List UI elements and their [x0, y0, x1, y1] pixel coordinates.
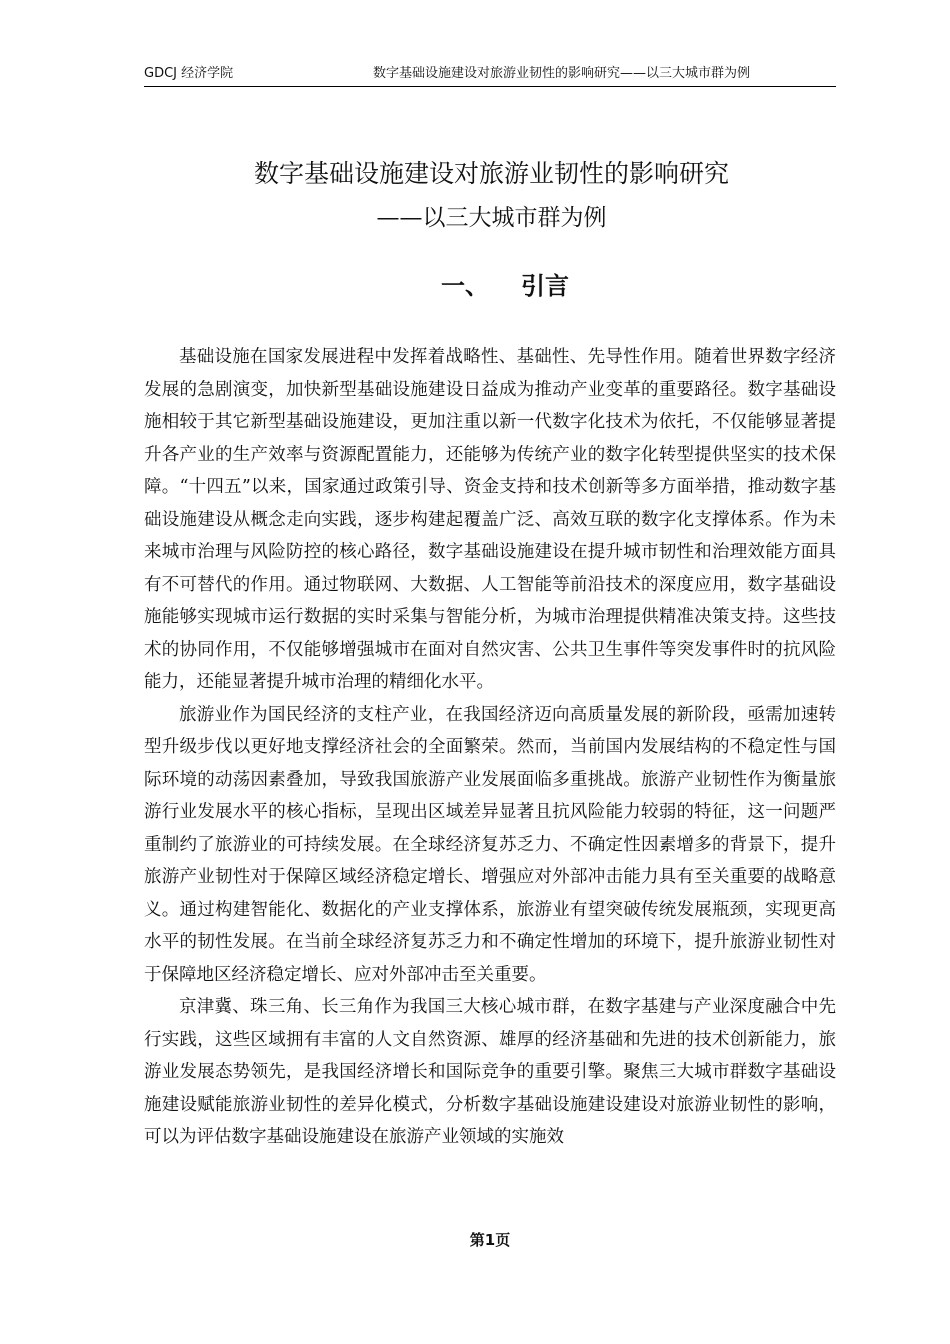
section-number: 一、 [441, 272, 489, 300]
body-text [144, 341, 836, 1154]
paragraph-1: 基础设施在国家发展进程中发挥着战略性、基础性、先导性作用。随着世界数字经济发展的急剧演变，加快新型基础设施建设日益成为推动产业变革的重要路径。数字基础设施相较于其它新型基础设施建设，更加注重以新一代数字化技术为依托，不仅能够显著提升各产业的生产效率与资源配置能力，还能够为传统产业的数字化转型提供坚实的技术保障。“十四五”以来，国家通过政策引导、资金支持和技术创新等多方面举措，推动数字基础设施建设从概念走向实践，逐步构建起覆盖广泛、高效互联的数字化支撑体系。作为未来城市治理与风险防控的核心路径，数字基础设施建设在提升城市韧性和治理效能方面具有不可替代的作用。通过物联网、大数据、人工智能等前沿技术的深度应用，数字基础设施能够实现城市运行数据的实时采集与智能分析，为城市治理提供精准决策支持。这些技术的协同作用，不仅能够增强城市在面对自然灾害、公共卫生事件等突发事件时的抗风险能力，还能显著提升城市治理的精细化水平。 [144, 347, 836, 692]
paragraph-2: 旅游业作为国民经济的支柱产业，在我国经济迈向高质量发展的新阶段，亟需加速转型升级步伐以更好地支撑经济社会的全面繁荣。然而，当前国内发展结构的不稳定性与国际环境的动荡因素叠加，导致我国旅游产业发展面临多重挑战。旅游产业韧性作为衡量旅游行业发展水平的核心指标，呈现出区域差异显著且抗风险能力较弱的特征，这一问题严重制约了旅游业的可持续发展。在全球经济复苏乏力、不确定性因素增多的背景下，提升旅游产业韧性对于保障区域经济稳定增长、增强应对外部冲击能力具有至关重要的战略意义。通过构建智能化、数据化的产业支撑体系，旅游业有望突破传统发展瓶颈，实现更高水平的韧性发展。在当前全球经济复苏乏力和不确定性增加的环境下，提升旅游业韧性对于保障地区经济稳定增长、应对外部冲击至关重要。 [144, 704, 836, 985]
header-institution: GDCJ 经济学院 [144, 66, 234, 81]
paper-subtitle: ——以三大城市群为例 [376, 205, 607, 231]
page-number: 第1页 [469, 1231, 511, 1249]
header-running-title: 数字基础设施建设对旅游业韧性的影响研究——以三大城市群为例 [372, 66, 750, 81]
section-title: 引言 [521, 272, 569, 300]
running-header [144, 64, 836, 87]
section-heading [0, 268, 950, 304]
paper-title: 数字基础设施建设对旅游业韧性的影响研究 [253, 159, 729, 188]
paragraph-3: 京津冀、珠三角、长三角作为我国三大核心城市群，在数字基建与产业深度融合中先行实践，这些区域拥有丰富的人文自然资源、雄厚的经济基础和先进的技术创新能力，旅游业发展态势领先，是我国经济增长和国际竞争的重要引擎。聚焦三大城市群数字基础设施建设赋能旅游业韧性的差异化模式，分析数字基础设施建设建设对旅游业韧性的影响，可以为评估数字基础设施建设在旅游产业领域的实施效 [144, 997, 836, 1147]
